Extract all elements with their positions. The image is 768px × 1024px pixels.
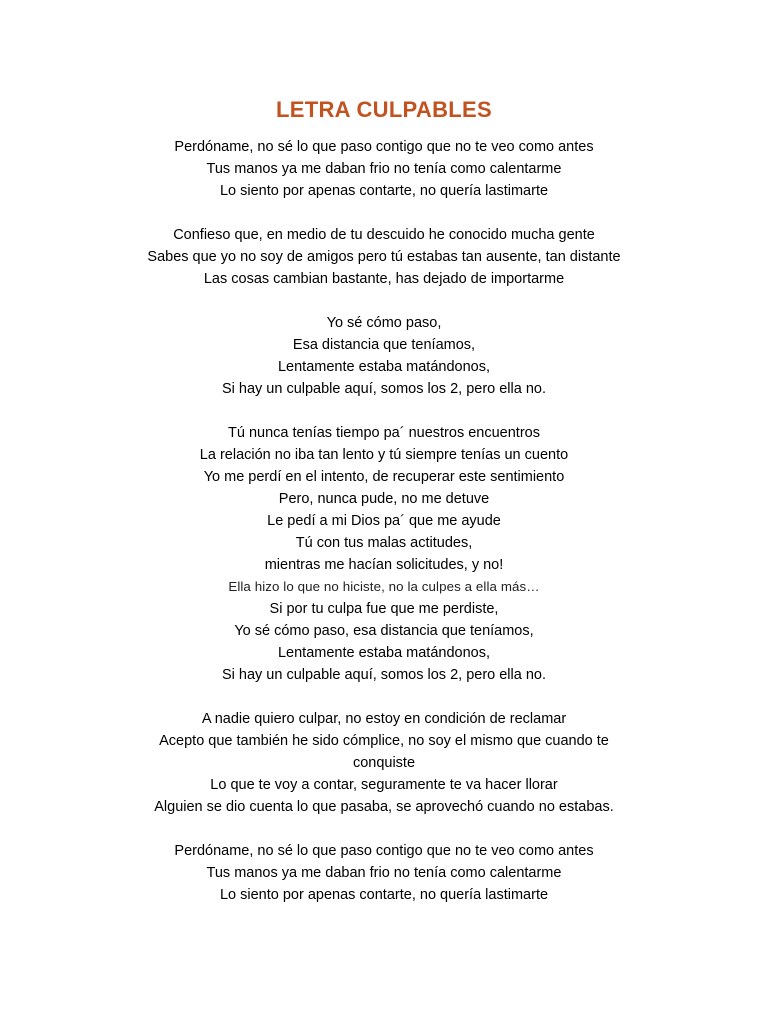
lyric-line: Lo que te voy a contar, seguramente te va hacer llorar (210, 777, 558, 793)
lyric-line: Perdóname, no sé lo que paso contigo que no te veo como antes (174, 843, 594, 859)
lyric-line: Yo sé cómo paso, esa distancia que teníamos, (234, 623, 534, 639)
lyric-line: Lo siento por apenas contarte, no quería lastimarte (219, 183, 549, 199)
lyrics-body (84, 136, 684, 906)
stanza-break (84, 400, 684, 422)
lyric-line: Tus manos ya me daban frio no tenía como calentarme (206, 161, 562, 177)
lyric-line: La relación no iba tan lento y tú siempre tenías un cuento (199, 447, 569, 463)
lyric-line: Pero, nunca pude, no me detuve (278, 491, 490, 507)
lyric-line: Perdóname, no sé lo que paso contigo que no te veo como antes (174, 139, 594, 155)
stanza-break (84, 686, 684, 708)
lyric-line: Le pedí a mi Dios pa´ que me ayude (267, 513, 501, 529)
lyric-line: Sabes que yo no soy de amigos pero tú estabas tan ausente, tan distante (147, 249, 621, 265)
lyric-line: Esa distancia que teníamos, (292, 337, 476, 353)
stanza-break (84, 290, 684, 312)
lyric-line: mientras me hacían solicitudes, y no! (264, 557, 504, 573)
lyric-line: Si por tu culpa fue que me perdiste, (269, 601, 499, 617)
lyric-line: Lentamente estaba matándonos, (277, 645, 490, 661)
lyric-line: Lentamente estaba matándonos, (277, 359, 490, 375)
lyric-line: A nadie quiero culpar, no estoy en condición de reclamar (201, 711, 567, 727)
lyric-line: Alguien se dio cuenta lo que pasaba, se aprovechó cuando no estabas. (154, 799, 614, 815)
lyric-line: conquiste (352, 755, 416, 771)
lyric-line: Ella hizo lo que no hiciste, no la culpes a ella más… (228, 579, 540, 594)
lyric-line: Si hay un culpable aquí, somos los 2, pero ella no. (221, 381, 547, 397)
lyric-line: Tú con tus malas actitudes, (295, 535, 473, 551)
page-title: LETRA CULPABLES (276, 97, 492, 122)
lyric-line: Tú nunca tenías tiempo pa´ nuestros encuentros (228, 425, 540, 441)
lyric-line: Confieso que, en medio de tu descuido he conocido mucha gente (173, 227, 595, 243)
stanza-break (84, 202, 684, 224)
lyric-line: Tus manos ya me daban frio no tenía como calentarme (206, 865, 562, 881)
lyric-line: Acepto que también he sido cómplice, no soy el mismo que cuando te (159, 733, 609, 749)
lyric-line: Si hay un culpable aquí, somos los 2, pero ella no. (221, 667, 547, 683)
lyric-line: Lo siento por apenas contarte, no quería lastimarte (219, 887, 549, 903)
lyric-line: Las cosas cambian bastante, has dejado de importarme (203, 271, 565, 287)
lyric-line: Yo me perdí en el intento, de recuperar este sentimiento (203, 469, 565, 485)
stanza-break (84, 818, 684, 840)
lyric-line: Yo sé cómo paso, (326, 315, 442, 331)
